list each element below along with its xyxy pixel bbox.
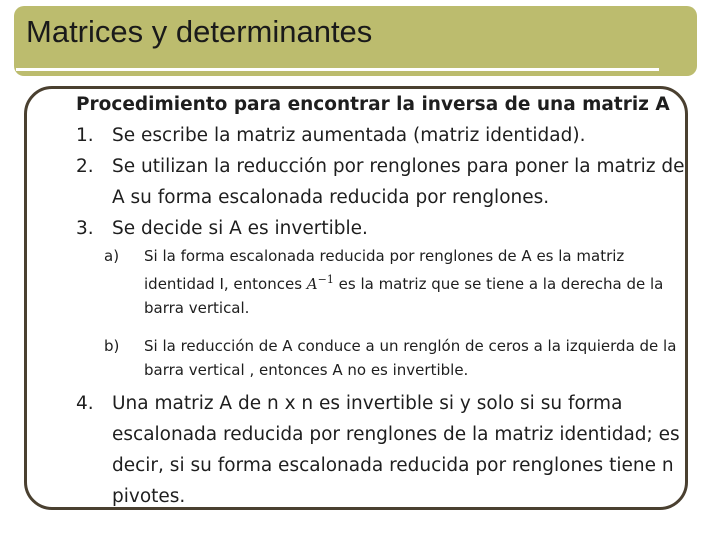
- sub-item-b: [104, 334, 688, 382]
- item-text: Se escribe la matriz aumentada (matriz identidad).: [112, 125, 586, 146]
- inverse-matrix-symbol: $A^{-1}$: [306, 273, 334, 293]
- sub-item-text-before: Si la forma escalonada reducida por renglones de A es la matriz identidad I, entonces: [144, 247, 625, 293]
- procedure-heading: Procedimiento para encontrar la inversa de una matriz A: [76, 94, 670, 115]
- sub-item-letter: a): [104, 247, 120, 265]
- content-body: [76, 92, 688, 512]
- item-number: 2.: [76, 156, 94, 177]
- sub-item-text: Si la reducción de A conduce a un renglón de ceros a la izquierda de la barra vertical , entonces A no es invertible.: [144, 337, 677, 379]
- item-number: 1.: [76, 125, 94, 146]
- title-underline: [16, 68, 659, 71]
- sub-item-text-after: es la matriz que se tiene a la derecha de la barra vertical.: [144, 275, 664, 317]
- sub-item-letter: b): [104, 337, 120, 355]
- item-number: 4.: [76, 393, 94, 414]
- item-number: 3.: [76, 218, 94, 239]
- sub-item-a: [104, 244, 688, 320]
- title-bar: [14, 6, 697, 76]
- slide-title: Matrices y determinantes: [26, 14, 373, 49]
- item-text: Se decide si A es invertible.: [112, 218, 368, 239]
- item-text: Una matriz A de n x n es invertible si y solo si su forma escalonada reducida por renglones de la matriz identidad; es decir, si su forma escalonada reducida por renglones tiene n pivotes.: [112, 393, 680, 507]
- sub-item-text: [144, 244, 688, 320]
- list-item-4: [76, 388, 688, 512]
- list-item-1: [76, 120, 688, 151]
- list-item-3: [76, 213, 688, 244]
- list-item-2: [76, 151, 688, 213]
- item-text: Se utilizan la reducción por renglones para poner la matriz de A su forma escalonada reducida por renglones.: [112, 156, 685, 208]
